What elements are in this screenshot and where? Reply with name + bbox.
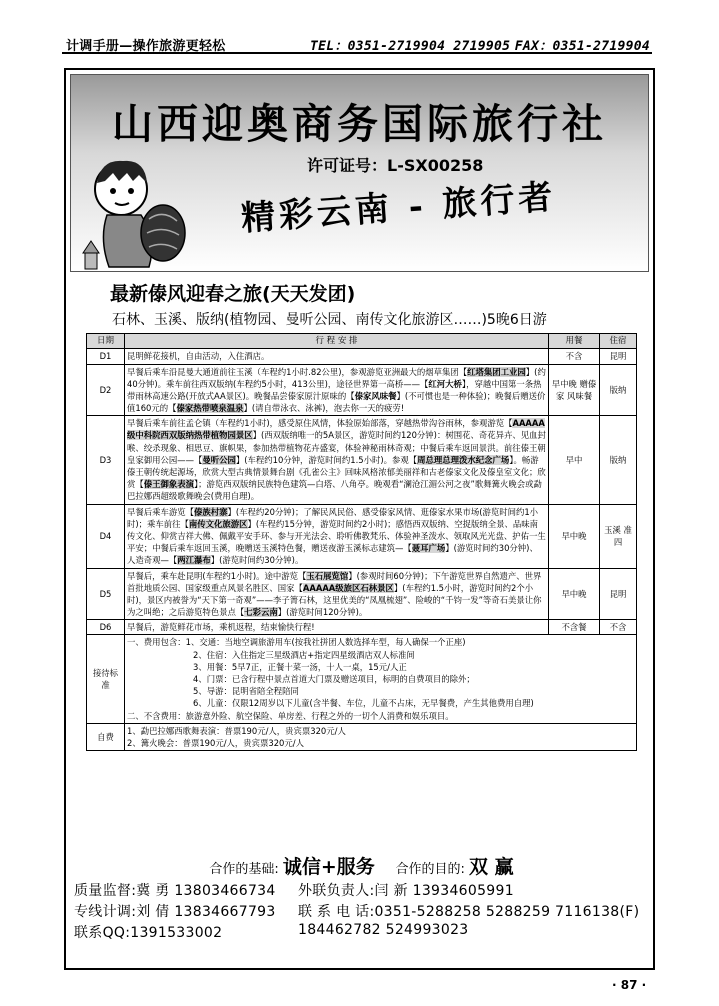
row-day: D5 xyxy=(87,568,125,620)
contact-line-3: 联系QQ:1391533002 184462782 524993023 xyxy=(74,922,469,941)
ad-frame xyxy=(64,68,655,970)
tour-title: 最新傣风迎春之旅(天天发团) xyxy=(110,283,356,305)
traveler-mascot-icon xyxy=(79,149,199,273)
row-desc: 早餐后乘车沿昆曼大通道前往玉溪（车程约1小时.82公里)，参观游览亚洲最大的烟草集团【红塔集团工业园】(约40分钟)。乘车前往西双版纳(车程约5小时，413公里)，途径世界第一高桥——【红河大桥】，穿越中国第一条热带雨林高速公路(开放式AA景区)。晚餐品尝傣家原汁原味的【傣家风味餐】(不可惯也是一种体验)；晚餐后赠送价值160元的【傣家热带喷泉温泉】(请自带泳衣、泳裤)，泡去你一天的疲劳! xyxy=(125,364,549,416)
row-day: D2 xyxy=(87,364,125,416)
row-stay: 昆明 xyxy=(600,568,637,620)
row-day: D1 xyxy=(87,349,125,364)
header-meals: 用餐 xyxy=(549,334,600,349)
row-meals: 早中晚 赠傣家 风味餐 xyxy=(549,364,600,416)
row-desc: 早餐后，乘车赴昆明(车程约1小时)。途中游览【玉石展览馆】(参观时间60分钟)；下午游览世界自然遗产、世界首批地质公园、国家级重点风景名胜区、国家【AAAAA级旅区石林景区】(车程约1.5小时，游览时间约2个小时)，景区内被誉为“天下第一奇观”——李子箐石林，这里优美的“凤凰梳翅”、险峻的“千钧一发”等奇石美景让你为之叫绝；之后游览特色景点【七彩云南】(游览时间120分钟)。 xyxy=(125,568,549,620)
top-bar-fax: FAX：0351-2719904 xyxy=(514,39,650,54)
table-header-row xyxy=(87,334,637,349)
contact-line-2: 专线计调:刘 倩 13834667793 联 系 电 话:0351-5288258 5288259 7116138(F) xyxy=(74,904,640,920)
row-desc: 早餐后乘车游览【傣族村寨】(车程约20分钟)；了解民风民俗、感受傣家风情、逛傣家水果市场(游览时间约1小时)；乘车前往【南传文化旅游区】(车程约15分钟，游览时间约2小时)；感悟西双版纳、空捉版纳全景、品味南传文化、仰赏吉祥大佛、佩戴平安手环、参与开光法会、聆听佛教梵乐、体验神圣泼水、领取风光光盘、护佑一生平安；中餐后乘车返回玉溪，晚赠送玉溪特色餐，赠送夜游玉溪标志建筑—【聂耳广场】(游览时间约30分钟)、人造奇观—【两江瀑布】(游览时间约30分钟)。 xyxy=(125,504,549,568)
row-meals: 不含 xyxy=(549,349,600,364)
top-bar-slogan: 计调手册—操作旅游更轻松 xyxy=(66,39,226,54)
slogan: 精彩云南 - 旅行者 xyxy=(239,177,558,239)
table-row xyxy=(87,364,637,416)
standards-row xyxy=(87,635,637,723)
table-row xyxy=(87,349,637,364)
header-schedule: 行 程 安 排 xyxy=(125,334,549,349)
optional-label: 自费 xyxy=(87,723,125,750)
optional-row xyxy=(87,723,637,750)
row-stay: 昆明 xyxy=(600,349,637,364)
row-stay: 不含 xyxy=(600,620,637,635)
row-meals: 早中晚 xyxy=(549,504,600,568)
header-stay: 住宿 xyxy=(600,334,637,349)
row-day: D3 xyxy=(87,416,125,504)
contact-line-1: 质量监督:冀 勇 13803466734 外联负责人:闫 新 13934605991 xyxy=(74,883,514,899)
itinerary-table xyxy=(86,333,637,751)
header-day: 日期 xyxy=(87,334,125,349)
table-row xyxy=(87,620,637,635)
row-stay: 版纳 xyxy=(600,416,637,504)
row-day: D6 xyxy=(87,620,125,635)
row-stay: 版纳 xyxy=(600,364,637,416)
company-name: 山西迎奥商务国际旅行社 xyxy=(112,100,607,148)
table-row xyxy=(87,504,637,568)
tour-route: 石林、玉溪、版纳(植物园、曼听公园、南传文化旅游区……)5晚6日游 xyxy=(112,312,547,328)
cooperation-line: 合作的基础: 诚信+服务 合作的目的: 双 赢 xyxy=(209,856,514,878)
optional-text: 1、勐巴拉娜西歌舞表演：普票190元/人，贵宾票320元/人 2、篝火晚会：普票190元/人，贵宾票320元/人 xyxy=(125,723,637,750)
row-desc: 昆明鲜花接机，自由活动，入住酒店。 xyxy=(125,349,549,364)
table-row xyxy=(87,416,637,504)
top-bar xyxy=(62,32,652,54)
row-day: D4 xyxy=(87,504,125,568)
standards-label: 接待标准 xyxy=(87,635,125,723)
top-bar-tel: TEL：0351-2719904 2719905 xyxy=(310,39,511,54)
license-number: 许可证号：L-SX00258 xyxy=(307,156,484,175)
row-stay: 玉溪 准四 xyxy=(600,504,637,568)
table-row xyxy=(87,568,637,620)
cooperation-goal: 双 赢 xyxy=(469,856,514,878)
row-meals: 早中晚 xyxy=(549,568,600,620)
row-desc: 早餐后，游览鲜花市场，乘机返程，结束愉快行程! xyxy=(125,620,549,635)
standards-text: 一、费用包含：1、交通：当地空调旅游用车(按我社拼团人数选择车型，每人确保一个正座) 2、住宿：入住指定三星级酒店+指定四星级酒店双人标准间 3、用餐：5早7正，正餐十菜一汤，十人一桌，15元/人正 4、门票：已含行程中景点首道大门票及赠送项目，标明的自费项目的除外； 5、导游：昆明省陪全程陪同 6、儿童：仅限12周岁以下儿童(含半餐、车位，儿童不占床，无早餐费，产生其他费用自理) 二、不含费用：旅游意外险、航空保险、单房差、行程之外的一切个人消费和娱乐项目。 xyxy=(125,635,637,723)
row-meals: 不含餐 xyxy=(549,620,600,635)
header-banner xyxy=(70,74,649,272)
cooperation-base: 诚信+服务 xyxy=(282,856,375,878)
row-desc: 早餐后乘车前往孟仑镇（车程约1小时)，感受原住风情，体验原始部落，穿越热带沟谷雨林，参观游览【AAAAA级中科院西双版纳热带植物园景区】(西双版纳唯一的5A景区，游览时间约120分钟)：树围花、奇花异卉、见血封喉、绞杀现象、相思豆、旗帜果，参加热带植物花卉盛宴，体验神秘雨林奇观；中餐后乘车返回景洪。前往傣王朝皇家御用公园——【曼听公园】(车程约10分钟，游览时间约1.5小时)。参观【周总理总理泼水纪念广场】。畅游傣王朝传统起源场，欣赏大型古典情景舞台剧《孔雀公主》回味风格浓郁美丽祥和古老傣家文化及傣皇室文化；欣赏【傣王御象表演】；游览西双版纳民族特色建筑—白塔、八角亭。晚观看“澜沧江湄公河之夜”歌舞篝火晚会或勐巴拉娜西超级歌舞晚会(费用自理)。 xyxy=(125,416,549,504)
row-meals: 早中 xyxy=(549,416,600,504)
page-number: · 87 · xyxy=(612,978,647,992)
